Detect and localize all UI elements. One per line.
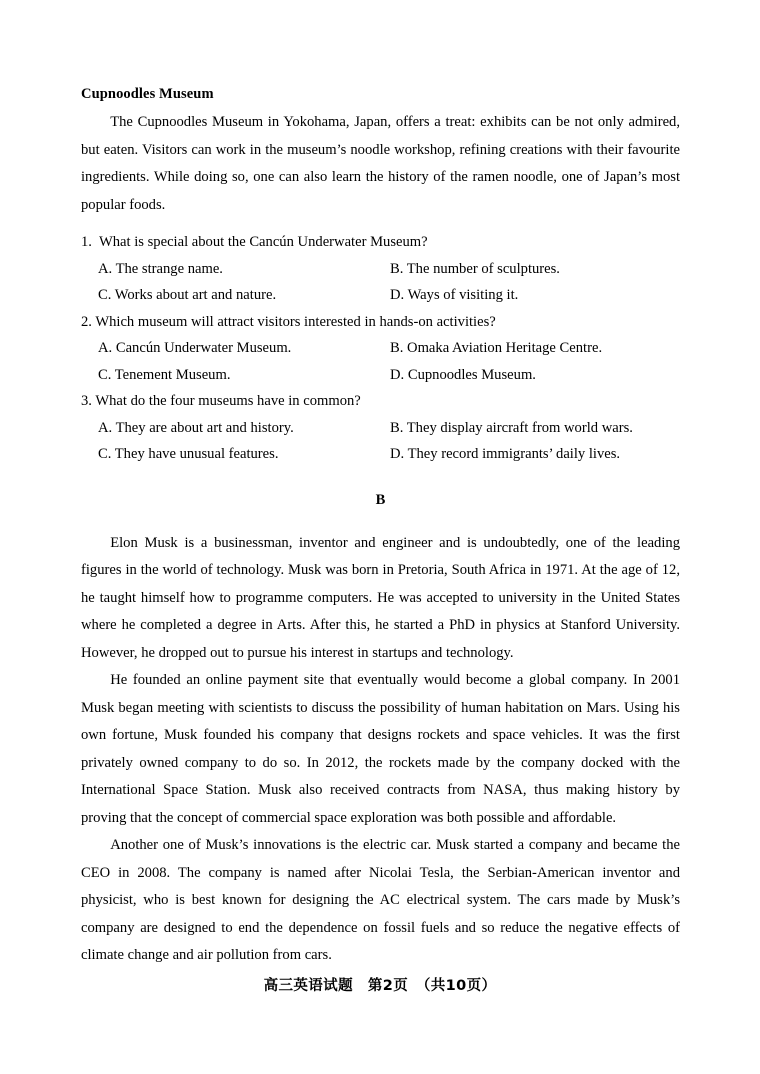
question-3 [81,388,680,468]
question-3-option-b[interactable]: B. They display aircraft from world wars. [390,419,633,436]
question-3-option-a[interactable]: A. They are about art and history. [98,419,294,436]
question-1-option-d[interactable]: D. Ways of visiting it. [390,287,519,303]
page-content [81,84,680,970]
question-1 [81,229,680,309]
question-1-option-c[interactable]: C. Works about art and nature. [98,287,277,303]
passage-body-cupnoodles: The Cupnoodles Museum in Yokohama, Japan, offers a treat: exhibits can be not only admired, but eaten. Visitors can work in the museum’s noodle workshop, refining creations with their favourite ingredients. While doing so, one can also learn the history of the ramen noodle, one of Japan’s most popular foods. [81,114,680,213]
question-3-options-row-1 [81,415,680,442]
question-1-option-a[interactable]: A. The strange name. [98,260,223,277]
question-list [81,229,680,468]
question-2-options-row-1 [81,335,680,362]
section-b-paragraph-1: Elon Musk is a businessman, inventor and engineer and is undoubtedly, one of the leading figures in the world of technology. Musk was born in Pretoria, South Africa in 1971. At the age of 12, he taught himself how to programme computers. He was accepted to university in the United States where he completed a degree in Arts. After this, he started a PhD in physics at Stanford University. However, he dropped out to pursue his interest in startups and technology. [81,534,680,661]
question-2-option-a[interactable]: A. Cancún Underwater Museum. [98,340,292,356]
question-1-options-row-2 [81,282,680,309]
question-1-options-row-1 [81,256,680,283]
section-b-paragraph-3: Another one of Musk’s innovations is the electric car. Musk started a company and became the CEO in 2008. The company is named after Nicolai Tesla, the Serbian-American inventor and physicist, who is best known for designing the AC electrical system. The cars made by Musk’s company are designed to end the dependence on fossil fuels and so reduce the negative effects of climate change and air pollution from cars. [81,837,680,963]
question-2-options-row-2 [81,362,680,389]
question-3-stem: 3. What do the four museums have in common? [81,393,361,409]
question-2-option-c[interactable]: C. Tenement Museum. [98,366,231,383]
question-3-option-d[interactable]: D. They record immigrants’ daily lives. [390,446,621,462]
question-2-stem: 2. Which museum will attract visitors interested in hands-on activities? [81,313,496,330]
section-letter-b: B [375,491,386,508]
question-1-option-b[interactable]: B. The number of sculptures. [390,260,560,277]
section-spacer [81,512,680,530]
question-1-stem: 1. What is special about the Cancún Underwater Museum? [81,234,428,250]
passage-title-cupnoodles: Cupnoodles Museum [81,86,214,102]
question-2-option-d[interactable]: D. Cupnoodles Museum. [390,366,536,383]
question-3-option-c[interactable]: C. They have unusual features. [98,446,279,462]
question-3-options-row-2 [81,441,680,468]
section-b-paragraph-2: He founded an online payment site that eventually would become a global company. In 2001 Musk began meeting with scientists to discuss the possibility of human habitation on Mars. Using his own fortune, Musk founded his company that designs rockets and space vehicles. It was the first privately owned company to do so. In 2012, the rockets made by the company docked with the International Space Station. Musk also received contracts from NASA, thus making history by proving that the concept of commercial space exploration was both possible and affordable. [81,672,680,826]
question-2 [81,309,680,389]
page-footer: 高三英语试题 第2页 （共10页） [263,978,497,994]
question-2-option-b[interactable]: B. Omaka Aviation Heritage Centre. [390,340,603,356]
